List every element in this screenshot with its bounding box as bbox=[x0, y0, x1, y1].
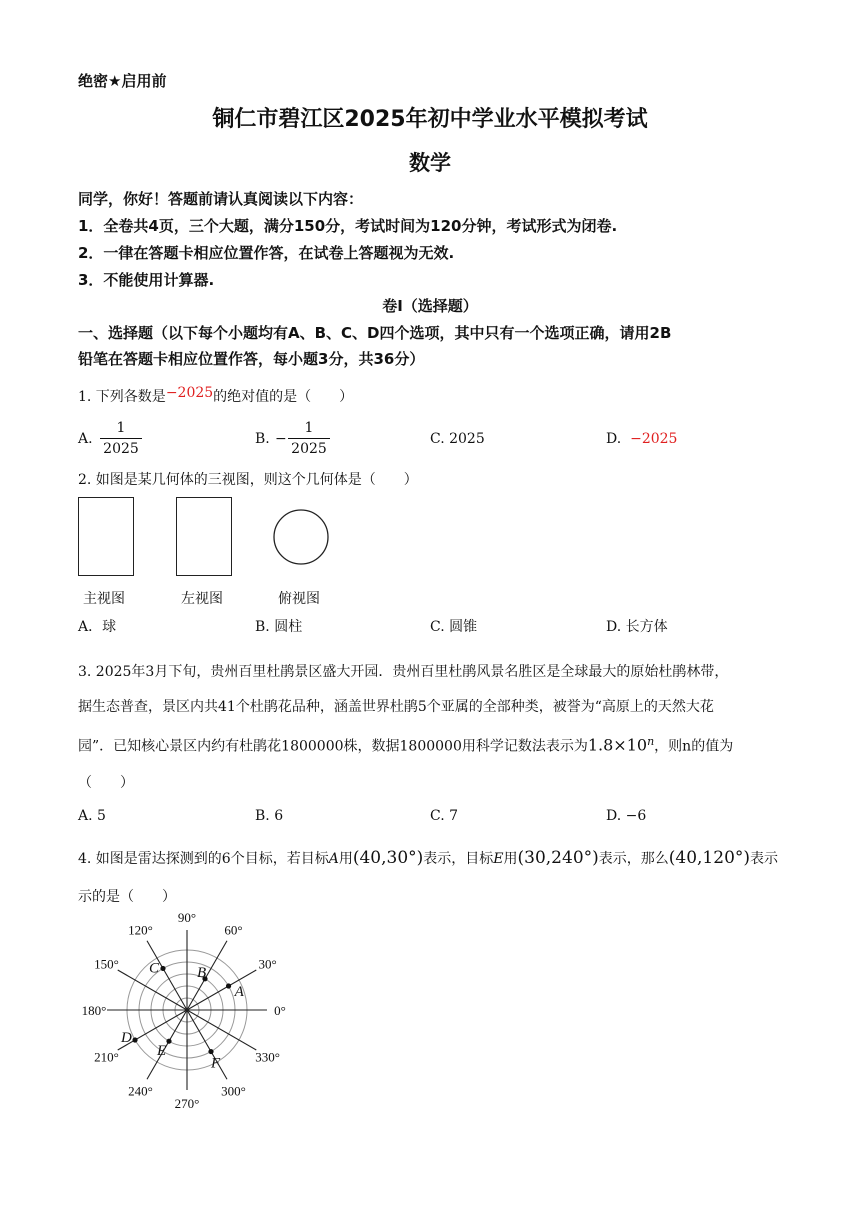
radar-diagram bbox=[70, 910, 310, 1110]
radar-target-label: D bbox=[121, 1030, 132, 1046]
top-view-label: 俯视图 bbox=[278, 591, 320, 607]
coordinate-a: (40,30°) bbox=[352, 848, 424, 868]
radar-target-dot bbox=[160, 966, 165, 971]
radar-angle-label: 210° bbox=[94, 1049, 119, 1065]
question-3-line4: （ ） bbox=[78, 775, 134, 791]
q1-option-b-fraction: 1 2025 bbox=[288, 419, 330, 458]
subject-title: 数学 bbox=[409, 151, 451, 175]
radar-angle-label: 60° bbox=[224, 922, 243, 938]
q1-option-a-fraction: 1 2025 bbox=[100, 419, 142, 458]
q1-option-b-label: B. bbox=[255, 431, 270, 447]
section-heading-line1: 一、选择题（以下每个小题均有A、B、C、D四个选项，其中只有一个选项正确，请用2B bbox=[78, 324, 672, 342]
exam-title: 铜仁市碧江区2025年初中学业水平模拟考试 bbox=[212, 107, 648, 132]
q3-option-c: C. 7 bbox=[430, 808, 459, 824]
q2-option-a: A．球 bbox=[78, 619, 117, 635]
question-3-line3: 园”．已知核心景区内约有杜鹃花1800000株，数据1800000用科学记数法表示为$1.8\times 10^n$，则n的值为 bbox=[78, 735, 734, 755]
radar-angle-label: 30° bbox=[258, 956, 277, 972]
q1-option-d: D. −2025 bbox=[606, 431, 678, 447]
radar-target-label: A bbox=[234, 984, 244, 1000]
question-4-line1: 4. 如图是雷达探测到的6个目标，若目标A用(40,30°)表示，目标E用(30,240°)表示，那么(40,120°)表示 bbox=[78, 848, 779, 868]
side-view-rectangle bbox=[176, 497, 232, 576]
q3-option-b: B. 6 bbox=[255, 808, 284, 824]
radar-target-dot bbox=[166, 1039, 171, 1044]
top-view-circle bbox=[271, 507, 331, 567]
question-1-stem: 1. 下列各数是−2025的绝对值的是（ ） bbox=[78, 385, 354, 405]
question-4-line2: 示的是（ ） bbox=[78, 889, 176, 905]
radar-target-dot bbox=[208, 1049, 213, 1054]
radar-target-label: C bbox=[149, 960, 160, 977]
radar-target-label: B bbox=[197, 964, 207, 981]
q1-option-c: C. 2025 bbox=[430, 431, 485, 447]
radar-target-label: E bbox=[157, 1043, 167, 1060]
radar-target-dot bbox=[132, 1037, 137, 1042]
question-2-stem: 2. 如图是某几何体的三视图，则这个几何体是（ ） bbox=[78, 472, 418, 488]
q1-option-a-label: A. bbox=[78, 431, 93, 447]
scientific-notation: 1.8×10 bbox=[587, 735, 648, 755]
radar-angle-label: 240° bbox=[128, 1083, 153, 1099]
q1-option-b-sign: − bbox=[275, 431, 287, 447]
confidential-label: 绝密★启用前 bbox=[78, 72, 167, 90]
q2-option-d: D. 长方体 bbox=[606, 619, 668, 635]
coordinate-e: (30,240°) bbox=[517, 848, 599, 868]
q2-option-b: B. 圆柱 bbox=[255, 619, 303, 635]
q1-red-number: −2025 bbox=[165, 385, 214, 401]
radar-angle-label: 150° bbox=[94, 956, 119, 972]
q3-option-d: D. −6 bbox=[606, 808, 647, 824]
question-3-line2: 据生态普查，景区内共41个杜鹃花品种，涵盖世界杜鹃5个亚属的全部种类，被誉为“高原上的天然大花 bbox=[78, 699, 714, 715]
notice-item-1: 1．全卷共4页，三个大题，满分150分，考试时间为120分钟，考试形式为闭卷. bbox=[78, 217, 618, 235]
radar-angle-label: 120° bbox=[128, 922, 153, 938]
notice-greeting: 同学，你好！答题前请认真阅读以下内容： bbox=[78, 190, 364, 208]
radar-angle-label: 270° bbox=[174, 1096, 200, 1110]
side-view-label: 左视图 bbox=[181, 591, 223, 607]
volume-heading: 卷Ⅰ（选择题） bbox=[382, 297, 478, 315]
front-view-rectangle bbox=[78, 497, 134, 576]
notice-item-3: 3．不能使用计算器. bbox=[78, 271, 215, 289]
notice-item-2: 2．一律在答题卡相应位置作答，在试卷上答题视为无效. bbox=[78, 244, 455, 262]
coordinate-query: (40,120°) bbox=[668, 848, 751, 868]
radar-angle-label: 0° bbox=[274, 1003, 286, 1018]
question-3-line1: 3. 2025年3月下旬，贵州百里杜鹃景区盛大开园．贵州百里杜鹃风景名胜区是全球最大的原始杜鹃林带， bbox=[78, 664, 729, 680]
radar-angle-label: 90° bbox=[177, 910, 197, 925]
radar-angle-label: 330° bbox=[255, 1049, 280, 1065]
q2-option-c: C. 圆锥 bbox=[430, 619, 478, 635]
radar-angle-label: 180° bbox=[81, 1003, 107, 1018]
front-view-label: 主视图 bbox=[83, 591, 125, 607]
q3-option-a: A. 5 bbox=[78, 808, 106, 824]
radar-target-dot bbox=[226, 983, 231, 988]
section-heading-line2: 铅笔在答题卡相应位置作答，每小题3分，共36分） bbox=[78, 350, 425, 368]
radar-target-label: F bbox=[211, 1055, 221, 1072]
radar-angle-label: 300° bbox=[221, 1083, 246, 1099]
